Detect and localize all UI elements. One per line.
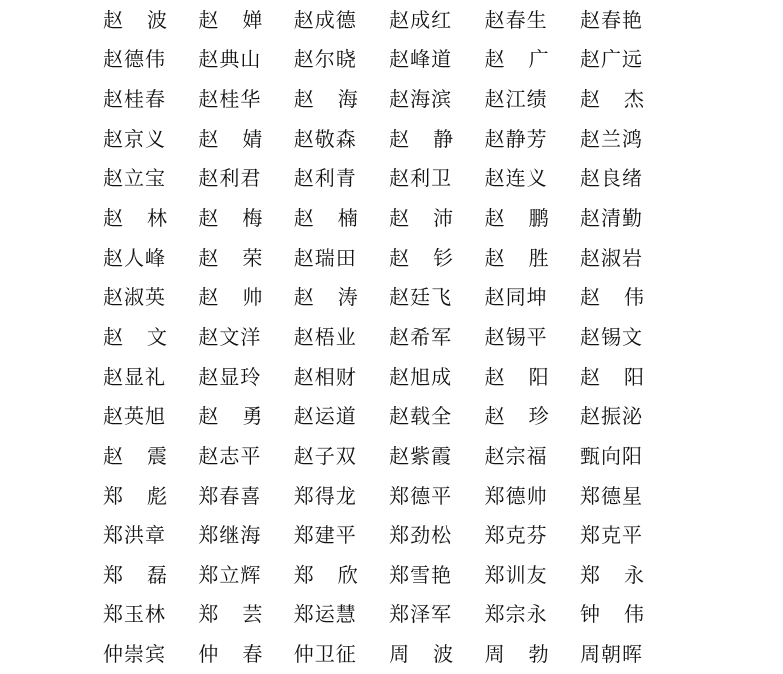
name-entry: 赵 波 (103, 7, 167, 32)
name-entry: 赵 阳 (579, 364, 644, 389)
name-entry: 郑 泽 军 (389, 602, 452, 627)
name-entry: 赵 京 义 (103, 126, 165, 151)
name-entry: 赵 德 伟 (103, 47, 165, 72)
name-entry: 赵 珍 (484, 404, 549, 429)
name-entry: 赵 成 德 (293, 7, 356, 32)
name-entry: 赵 静 芳 (484, 126, 547, 151)
name-entry: 赵 伟 (579, 285, 644, 310)
name-entry: 赵 鹏 (484, 206, 549, 231)
name-entry: 周 波 (389, 642, 454, 667)
name-entry: 郑 运 慧 (293, 602, 356, 627)
name-entry: 仲 卫 征 (293, 642, 356, 667)
name-entry: 赵 人 峰 (103, 245, 165, 270)
name-entry: 赵 同 坤 (484, 285, 547, 310)
name-entry: 郑 克 芬 (484, 523, 547, 548)
name-entry: 郑 彪 (103, 483, 167, 508)
name-entry: 郑 春 喜 (198, 483, 261, 508)
name-entry: 赵 利 君 (198, 166, 261, 191)
name-entry: 赵 文 洋 (198, 324, 261, 349)
name-entry: 赵 淑 英 (103, 285, 165, 310)
name-entry: 赵 海 滨 (389, 87, 452, 112)
name-entry: 赵 廷 飞 (389, 285, 452, 310)
name-entry: 赵 梅 (198, 206, 263, 231)
name-entry: 赵 显 礼 (103, 364, 165, 389)
name-entry: 赵 良 绪 (579, 166, 642, 191)
name-entry: 赵 尔 晓 (293, 47, 356, 72)
name-entry: 赵 振 泌 (579, 404, 642, 429)
name-entry: 赵 旭 成 (389, 364, 452, 389)
name-entry: 赵 立 宝 (103, 166, 165, 191)
name-entry: 郑 永 (579, 562, 644, 587)
name-entry: 赵 峰 道 (389, 47, 452, 72)
name-entry: 赵 运 道 (293, 404, 356, 429)
name-entry: 赵 广 远 (579, 47, 642, 72)
name-entry: 赵 春 艳 (579, 7, 642, 32)
name-entry: 赵 志 平 (198, 443, 261, 468)
name-entry: 赵 婵 (198, 7, 263, 32)
name-entry: 赵 沛 (389, 206, 454, 231)
name-entry: 郑 立 辉 (198, 562, 261, 587)
name-entry: 仲 春 (198, 642, 263, 667)
name-entry: 赵 杰 (579, 87, 644, 112)
name-entry: 赵 帅 (198, 285, 263, 310)
name-entry: 赵 震 (103, 443, 167, 468)
name-entry: 赵 锡 平 (484, 324, 547, 349)
name-entry: 赵 桂 华 (198, 87, 261, 112)
name-entry: 郑 玉 林 (103, 602, 165, 627)
name-entry: 郑 劲 松 (389, 523, 452, 548)
name-entry: 赵 利 卫 (389, 166, 452, 191)
name-entry: 郑 得 龙 (293, 483, 356, 508)
name-entry: 赵 江 绩 (484, 87, 547, 112)
name-entry: 郑 宗 永 (484, 602, 547, 627)
name-entry: 郑 雪 艳 (389, 562, 452, 587)
name-entry: 郑 建 平 (293, 523, 356, 548)
name-entry: 钟 伟 (579, 602, 644, 627)
name-entry: 郑 磊 (103, 562, 167, 587)
name-entry: 赵 钐 (389, 245, 454, 270)
name-entry: 赵 敬 森 (293, 126, 356, 151)
name-entry: 赵 文 (103, 324, 167, 349)
name-entry: 赵 瑞 田 (293, 245, 356, 270)
name-entry: 郑 欣 (293, 562, 358, 587)
name-entry: 郑 芸 (198, 602, 263, 627)
name-entry: 赵 成 红 (389, 7, 452, 32)
name-entry: 赵 楠 (293, 206, 358, 231)
name-entry: 赵 淑 岩 (579, 245, 642, 270)
name-entry: 赵 涛 (293, 285, 358, 310)
name-entry: 仲 崇 宾 (103, 642, 165, 667)
name-entry: 赵 希 军 (389, 324, 452, 349)
name-entry: 赵 英 旭 (103, 404, 165, 429)
name-entry: 赵 梧 业 (293, 324, 356, 349)
name-entry: 赵 子 双 (293, 443, 356, 468)
name-entry: 赵 林 (103, 206, 167, 231)
name-entry: 赵 连 义 (484, 166, 547, 191)
name-entry: 赵 荣 (198, 245, 263, 270)
name-entry: 赵 利 青 (293, 166, 356, 191)
name-entry: 郑 继 海 (198, 523, 261, 548)
name-entry: 赵 春 生 (484, 7, 547, 32)
name-entry: 郑 德 星 (579, 483, 642, 508)
name-entry: 赵 显 玲 (198, 364, 261, 389)
name-entry: 甄 向 阳 (579, 443, 642, 468)
name-entry: 郑 洪 章 (103, 523, 165, 548)
name-entry: 赵 桂 春 (103, 87, 165, 112)
name-entry: 赵 相 财 (293, 364, 356, 389)
name-entry: 周 朝 晖 (579, 642, 642, 667)
name-entry: 郑 训 友 (484, 562, 547, 587)
name-entry: 赵 广 (484, 47, 549, 72)
name-entry: 郑 德 帅 (484, 483, 547, 508)
name-entry: 赵 紫 霞 (389, 443, 452, 468)
name-list-grid (103, 0, 675, 674)
name-entry: 周 勃 (484, 642, 549, 667)
name-entry: 赵 阳 (484, 364, 549, 389)
name-entry: 郑 德 平 (389, 483, 452, 508)
name-entry: 赵 胜 (484, 245, 549, 270)
name-entry: 赵 宗 福 (484, 443, 547, 468)
name-entry: 赵 清 勤 (579, 206, 642, 231)
name-entry: 赵 静 (389, 126, 454, 151)
name-entry: 赵 兰 鸿 (579, 126, 642, 151)
name-entry: 赵 载 全 (389, 404, 452, 429)
name-entry: 赵 海 (293, 87, 358, 112)
name-entry: 郑 克 平 (579, 523, 642, 548)
name-entry: 赵 锡 文 (579, 324, 642, 349)
name-entry: 赵 典 山 (198, 47, 261, 72)
name-entry: 赵 勇 (198, 404, 263, 429)
name-entry: 赵 婧 (198, 126, 263, 151)
